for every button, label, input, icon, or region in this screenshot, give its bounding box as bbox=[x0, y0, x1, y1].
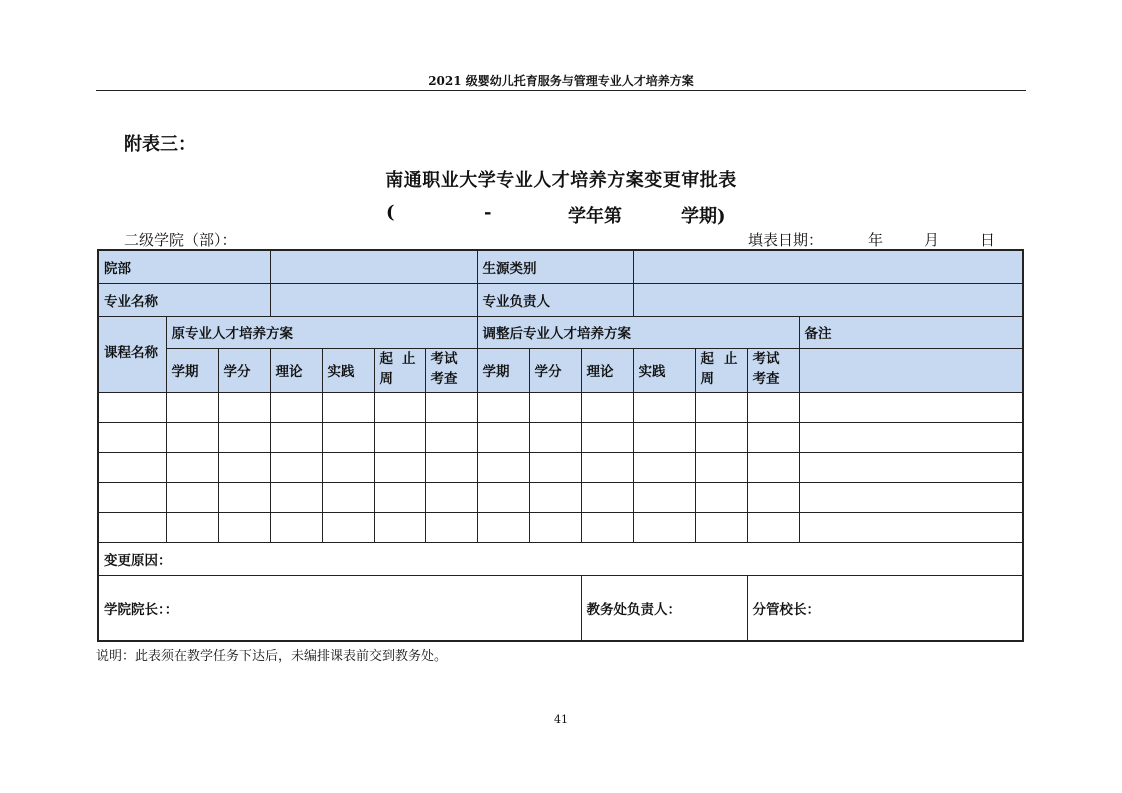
college-label: 二级学院（部）： bbox=[124, 231, 237, 249]
adj-start-label: 起 bbox=[700, 351, 715, 368]
vice-president-field[interactable]: 分管校长： bbox=[747, 575, 1023, 641]
table-row bbox=[98, 512, 1023, 542]
page-header-title: 2021 级婴幼儿托育服务与管理专业人才培养方案 bbox=[428, 74, 694, 88]
semester-open-paren: ( bbox=[386, 202, 395, 223]
adj-exam-label: 考试 bbox=[752, 351, 780, 368]
orig-theory-header: 理论 bbox=[270, 348, 322, 392]
date-month: 月 bbox=[924, 231, 940, 249]
header-divider bbox=[96, 90, 1026, 91]
dean-signature-field[interactable]: 学院院长：： bbox=[98, 575, 581, 641]
semester-term-suffix: 学期) bbox=[681, 206, 726, 227]
semester-dash: - bbox=[484, 202, 492, 223]
table-row bbox=[98, 422, 1023, 452]
source-category-label: 生源类别 bbox=[477, 250, 633, 283]
orig-stop-label: 止 bbox=[402, 351, 416, 368]
change-reason-field[interactable]: 变更原因： bbox=[98, 542, 1023, 575]
major-head-value[interactable] bbox=[633, 283, 1023, 316]
page-number: 41 bbox=[554, 713, 568, 726]
original-plan-header: 原专业人才培养方案 bbox=[166, 316, 477, 348]
orig-start-label: 起 bbox=[379, 351, 394, 368]
adj-exam-check-header bbox=[747, 348, 799, 392]
table-row bbox=[98, 452, 1023, 482]
major-name-label: 专业名称 bbox=[98, 283, 270, 316]
major-head-label: 专业负责人 bbox=[477, 283, 633, 316]
source-category-value[interactable] bbox=[633, 250, 1023, 283]
change-approval-table bbox=[97, 249, 1024, 642]
department-value[interactable] bbox=[270, 250, 477, 283]
remarks-subheader bbox=[799, 348, 1023, 392]
adj-credits-header: 学分 bbox=[529, 348, 581, 392]
adj-semester-header: 学期 bbox=[477, 348, 529, 392]
adj-theory-header: 理论 bbox=[581, 348, 633, 392]
orig-exam-check-header bbox=[425, 348, 477, 392]
adj-check-label: 考查 bbox=[752, 371, 780, 387]
table-row bbox=[98, 392, 1023, 422]
date-year: 年 bbox=[868, 231, 884, 249]
major-name-value[interactable] bbox=[270, 283, 477, 316]
semester-year-suffix: 学年第 bbox=[568, 206, 622, 227]
appendix-label: 附表三： bbox=[124, 134, 196, 155]
orig-credits-header: 学分 bbox=[218, 348, 270, 392]
date-day: 日 bbox=[980, 231, 996, 249]
fill-date-label: 填表日期： bbox=[748, 231, 824, 249]
adj-week-label: 周 bbox=[700, 371, 715, 387]
adj-practice-header: 实践 bbox=[633, 348, 695, 392]
department-label: 院部 bbox=[98, 250, 270, 283]
remarks-header: 备注 bbox=[799, 316, 1023, 348]
adjusted-plan-header: 调整后专业人才培养方案 bbox=[477, 316, 799, 348]
orig-start-stop-week-header bbox=[374, 348, 425, 392]
form-title: 南通职业大学专业人才培养方案变更审批表 bbox=[385, 170, 737, 191]
academic-affairs-head-field[interactable]: 教务处负责人： bbox=[581, 575, 747, 641]
orig-semester-header: 学期 bbox=[166, 348, 218, 392]
adj-stop-label: 止 bbox=[724, 351, 738, 368]
course-name-header: 课程名称 bbox=[98, 316, 166, 392]
table-row bbox=[98, 482, 1023, 512]
orig-exam-label: 考试 bbox=[430, 351, 458, 368]
orig-week-label: 周 bbox=[379, 371, 394, 387]
orig-check-label: 考查 bbox=[430, 371, 458, 387]
orig-practice-header: 实践 bbox=[322, 348, 374, 392]
adj-start-stop-week-header bbox=[695, 348, 747, 392]
footnote: 说明：此表须在教学任务下达后，未编排课表前交到教务处。 bbox=[96, 649, 448, 664]
